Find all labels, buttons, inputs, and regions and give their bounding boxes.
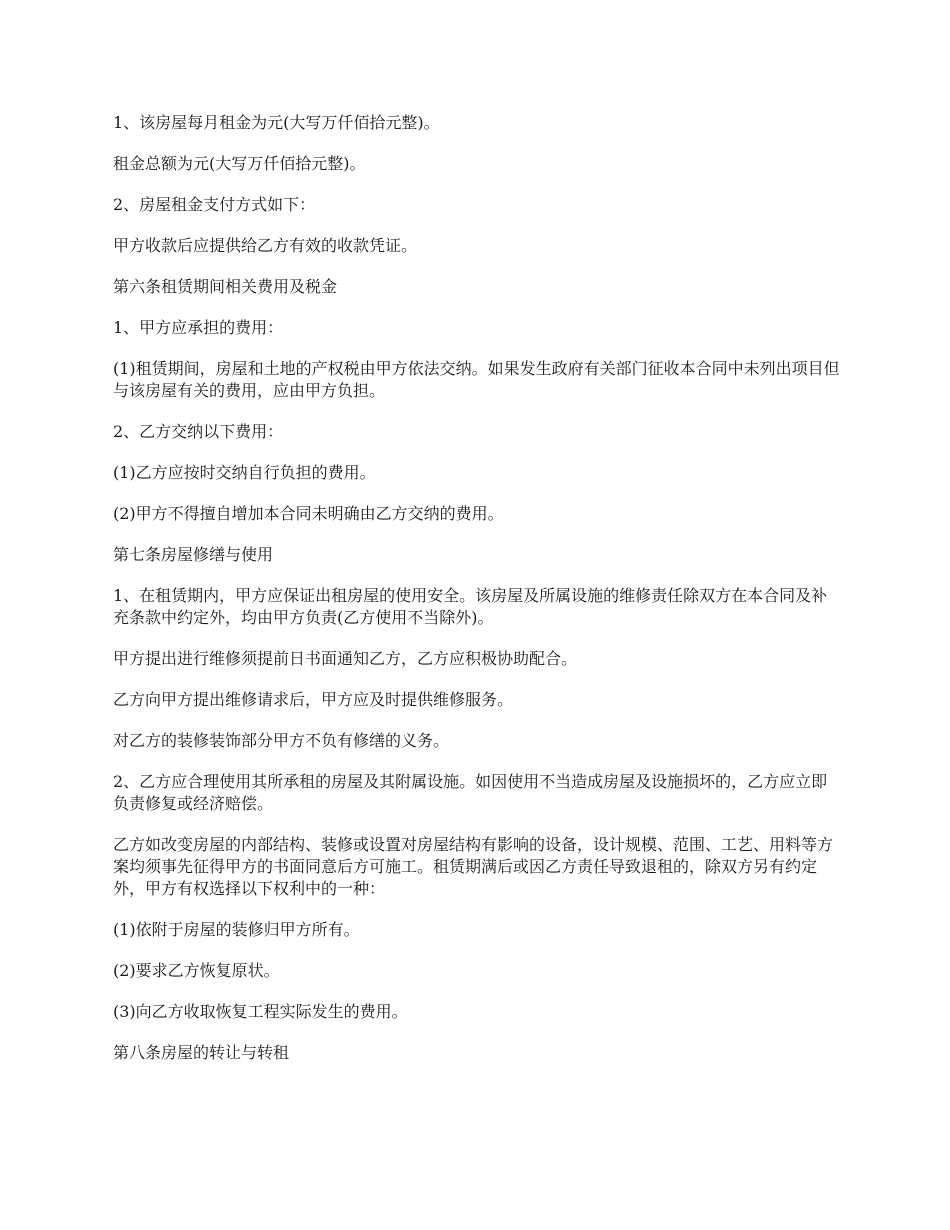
section-heading-article-8: 第八条房屋的转让与转租 (113, 1043, 290, 1062)
paragraph-rent-total: 租金总额为元(大写万仟佰拾元整)。 (113, 154, 366, 173)
paragraph-party-b-pay-on-time: (1)乙方应按时交纳自行负担的费用。 (113, 463, 376, 482)
document-body (113, 112, 843, 1083)
paragraph-party-a-costs: 1、甲方应承担的费用： (113, 318, 284, 337)
paragraph-option-2: (2)要求乙方恢复原状。 (113, 961, 280, 980)
paragraph-repair-request: 乙方向甲方提出维修请求后，甲方应及时提供维修服务。 (113, 690, 514, 709)
paragraph-proper-use: 2、乙方应合理使用其所承租的房屋及其附属设施。如因使用不当造成房屋及设施损坏的，乙方应立即负责修复或经济赔偿。 (113, 772, 828, 813)
paragraph-option-1: (1)依附于房屋的装修归甲方所有。 (113, 920, 360, 939)
section-heading-article-7: 第七条房屋修缮与使用 (113, 545, 274, 564)
paragraph-no-extra-fees: (2)甲方不得擅自增加本合同未明确由乙方交纳的费用。 (113, 504, 504, 523)
paragraph-repair-notice: 甲方提出进行维修须提前日书面通知乙方，乙方应积极协助配合。 (113, 649, 578, 668)
paragraph-decoration-repair: 对乙方的装修装饰部分甲方不负有修缮的义务。 (113, 731, 450, 750)
paragraph-receipt: 甲方收款后应提供给乙方有效的收款凭证。 (113, 236, 418, 255)
section-heading-article-6: 第六条租赁期间相关费用及税金 (113, 277, 338, 296)
paragraph-payment-method: 2、房屋租金支付方式如下： (113, 195, 316, 214)
paragraph-repair-responsibility: 1、在租赁期内，甲方应保证出租房屋的使用安全。该房屋及所属设施的维修责任除双方在本合同及补充条款中约定外，均由甲方负责(乙方使用不当除外)。 (113, 586, 828, 627)
paragraph-rent-monthly: 1、该房屋每月租金为元(大写万仟佰拾元整)。 (113, 113, 440, 132)
paragraph-structural-changes: 乙方如改变房屋的内部结构、装修或设置对房屋结构有影响的设备，设计规模、范围、工艺、用料等方案均须事先征得甲方的书面同意后方可施工。租赁期满后或因乙方责任导致退租的，除双方另有约定外，甲方有权选择以下权利中的一种： (113, 835, 834, 898)
paragraph-option-3: (3)向乙方收取恢复工程实际发生的费用。 (113, 1002, 408, 1021)
paragraph-property-tax: (1)租赁期间，房屋和土地的产权税由甲方依法交纳。如果发生政府有关部门征收本合同中未列出项目但与该房屋有关的费用，应由甲方负担。 (113, 359, 840, 400)
paragraph-party-b-costs: 2、乙方交纳以下费用： (113, 422, 284, 441)
